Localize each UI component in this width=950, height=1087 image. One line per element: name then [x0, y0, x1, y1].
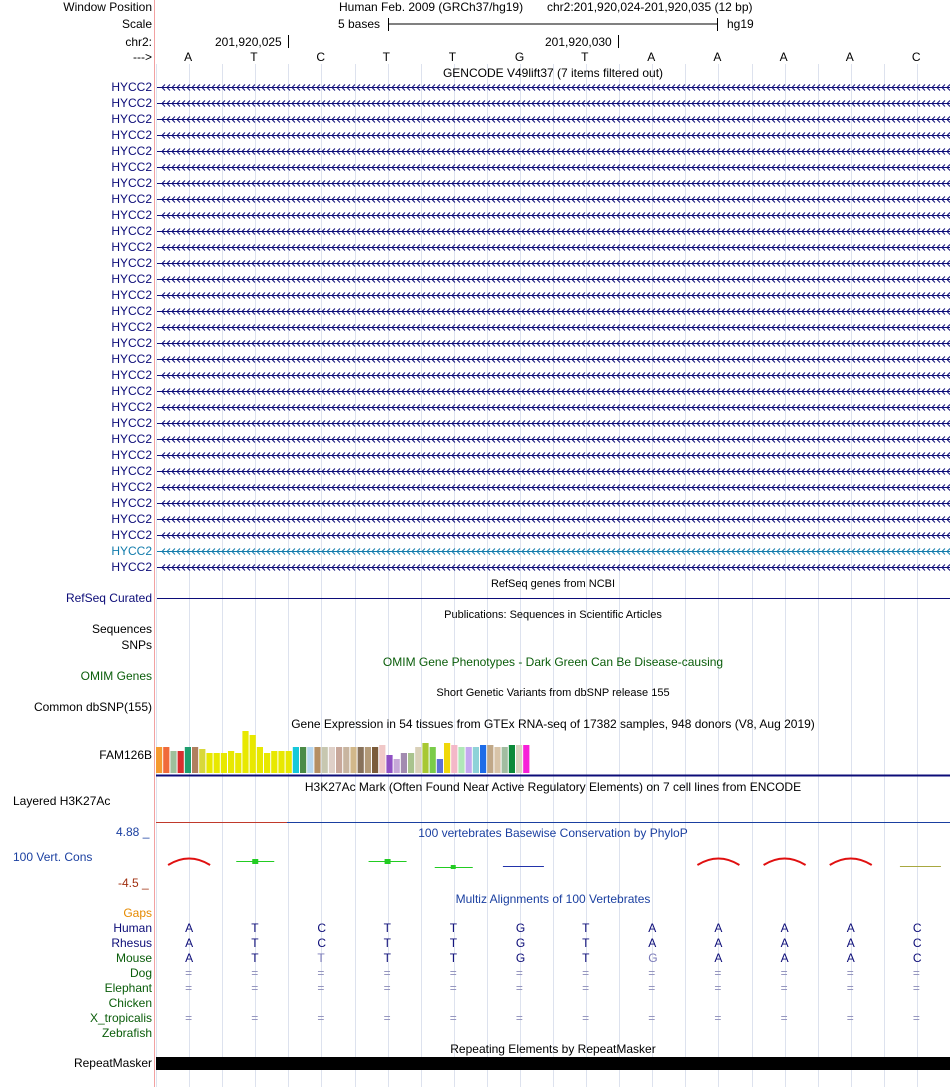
gtex-bar — [192, 747, 198, 773]
multiz-base: T — [317, 951, 325, 965]
gtex-bar — [314, 747, 320, 773]
multiz-base: = — [846, 966, 854, 980]
gtex-bar — [458, 747, 464, 773]
phylop-mark — [252, 859, 258, 864]
multiz-base: A — [714, 951, 723, 965]
gtex-bar — [228, 751, 234, 773]
multiz-base: G — [648, 951, 658, 965]
gtex-bar — [178, 751, 184, 773]
dbsnp-track-title[interactable]: Short Genetic Variants from dbSNP release 155 — [436, 687, 670, 699]
scale-label: Scale — [121, 17, 152, 31]
multiz-base: = — [912, 981, 920, 995]
region-text[interactable]: chr2:201,920,024-201,920,035 (12 bp) — [547, 0, 753, 14]
multiz-base: G — [515, 951, 526, 965]
multiz-base: = — [317, 1011, 325, 1025]
gtex-bar — [523, 745, 529, 773]
multiz-base: T — [449, 936, 458, 950]
gtex-bar — [286, 751, 292, 773]
position-tick-2: 201,920,030 — [545, 35, 612, 49]
multiz-base: T — [582, 921, 590, 935]
multiz-base: = — [515, 981, 523, 995]
sequence-base: T — [581, 50, 589, 64]
phylop-mark — [764, 859, 806, 866]
multiz-base: A — [185, 936, 194, 950]
gtex-bar — [264, 753, 270, 773]
multiz-base: C — [317, 921, 327, 935]
gencode-gene-label[interactable]: HYCC2 — [111, 336, 152, 350]
gtex-bar — [509, 745, 515, 773]
multiz-species-label[interactable]: Dog — [129, 966, 152, 980]
multiz-base: = — [383, 1011, 391, 1025]
multiz-species-label[interactable]: Chicken — [108, 996, 152, 1010]
gencode-gene-label[interactable]: HYCC2 — [111, 448, 152, 462]
multiz-base: A — [185, 921, 194, 935]
repeatmasker-label[interactable]: RepeatMasker — [73, 1056, 152, 1070]
multiz-base: = — [846, 1011, 854, 1025]
gencode-gene-label[interactable]: HYCC2 — [111, 304, 152, 318]
sequence-base: A — [713, 50, 722, 64]
multiz-base: C — [912, 951, 922, 965]
assembly-text: Human Feb. 2009 (GRCh37/hg19) — [339, 0, 524, 14]
gtex-bar — [235, 753, 241, 773]
gtex-bar — [401, 753, 407, 773]
multiz-species-label[interactable]: X_tropicalis — [89, 1011, 152, 1025]
phylop-max-label: 4.88 _ — [116, 825, 150, 839]
multiz-base: = — [317, 981, 325, 995]
multiz-base: A — [846, 936, 855, 950]
multiz-gaps-label[interactable]: Gaps — [123, 906, 152, 920]
gencode-gene-label[interactable]: HYCC2 — [111, 80, 152, 94]
repeatmasker-bar — [156, 1057, 950, 1070]
gtex-bar — [214, 753, 220, 773]
gtex-bar — [293, 747, 299, 773]
sequence-base: A — [647, 50, 656, 64]
multiz-base: A — [648, 921, 657, 935]
multiz-base: = — [648, 966, 656, 980]
multiz-base: = — [648, 981, 656, 995]
multiz-base: A — [648, 936, 657, 950]
gencode-gene-label[interactable]: HYCC2 — [111, 320, 152, 334]
multiz-base: T — [582, 951, 590, 965]
multiz-base: T — [383, 951, 391, 965]
publications-snps-label[interactable]: SNPs — [121, 638, 152, 652]
multiz-base: = — [251, 966, 259, 980]
publications-sequences-label[interactable]: Sequences — [91, 622, 152, 636]
gtex-bar — [278, 751, 284, 773]
gencode-gene-label[interactable]: HYCC2 — [111, 496, 152, 510]
gtex-bar — [473, 747, 479, 773]
omim-track-title[interactable]: OMIM Gene Phenotypes - Dark Green Can Be Disease-causing — [382, 655, 724, 669]
multiz-base: = — [714, 966, 722, 980]
sequence-base: C — [316, 50, 326, 64]
multiz-base: A — [714, 921, 723, 935]
sequence-base: A — [184, 50, 193, 64]
gtex-bar — [379, 745, 385, 773]
gencode-gene-label[interactable]: HYCC2 — [111, 192, 152, 206]
gtex-bar — [386, 755, 392, 773]
phylop-label[interactable]: 100 Vert. Cons — [13, 850, 93, 864]
phylop-track-title[interactable]: 100 vertebrates Basewise Conservation by PhyloP — [418, 826, 688, 840]
multiz-species-label[interactable]: Rhesus — [111, 936, 152, 950]
gencode-gene-label[interactable]: HYCC2 — [111, 256, 152, 270]
multiz-track-title[interactable]: Multiz Alignments of 100 Vertebrates — [455, 892, 651, 906]
sequence-base: T — [250, 50, 258, 64]
gtex-bar — [408, 753, 414, 773]
multiz-base: T — [582, 936, 590, 950]
gtex-bar — [307, 747, 313, 773]
multiz-base: = — [515, 966, 523, 980]
sequence-base: T — [382, 50, 390, 64]
multiz-base: = — [846, 981, 854, 995]
gtex-bar — [199, 749, 205, 773]
multiz-base: = — [912, 1011, 920, 1025]
multiz-base: A — [185, 951, 194, 965]
repeatmasker-track-title[interactable]: Repeating Elements by RepeatMasker — [450, 1042, 656, 1056]
gtex-bar — [185, 747, 191, 773]
gencode-gene-label[interactable]: HYCC2 — [111, 224, 152, 238]
strand-label: ---> — [133, 50, 152, 64]
gencode-gene-label[interactable]: HYCC2 — [111, 560, 152, 574]
gtex-label[interactable]: FAM126B — [99, 748, 152, 762]
multiz-base: = — [582, 981, 590, 995]
multiz-base: G — [515, 936, 526, 950]
gtex-bar — [343, 747, 349, 773]
sequence-base: C — [911, 50, 921, 64]
db-text: hg19 — [727, 17, 754, 31]
gencode-gene-label[interactable]: HYCC2 — [111, 480, 152, 494]
gencode-gene-label[interactable]: HYCC2 — [111, 528, 152, 542]
gtex-bar — [437, 759, 443, 773]
gencode-track-title[interactable]: GENCODE V49lift37 (7 items filtered out) — [442, 66, 664, 80]
gtex-bar — [372, 747, 378, 773]
refseq-label[interactable]: RefSeq Curated — [65, 591, 152, 605]
multiz-base: = — [185, 1011, 193, 1025]
sequence-base: T — [448, 50, 457, 64]
gtex-bar — [336, 747, 342, 773]
gtex-bar — [502, 747, 508, 773]
gtex-bar — [415, 747, 421, 773]
gencode-gene-label[interactable]: HYCC2 — [111, 432, 152, 446]
multiz-base: A — [780, 936, 789, 950]
gtex-bar — [257, 747, 263, 773]
phylop-min-label: -4.5 _ — [118, 876, 149, 890]
publications-track-title[interactable]: Publications: Sequences in Scientific Articles — [444, 609, 662, 621]
gtex-bar — [329, 747, 335, 773]
omim-label[interactable]: OMIM Genes — [80, 669, 152, 683]
gtex-bar — [487, 745, 493, 773]
gencode-gene-label[interactable]: HYCC2 — [111, 240, 152, 254]
gtex-bar — [250, 735, 256, 773]
multiz-base: = — [714, 1011, 722, 1025]
multiz-species-label[interactable]: Zebrafish — [101, 1026, 152, 1040]
scale-text: 5 bases — [338, 17, 381, 31]
gencode-gene-label[interactable]: HYCC2 — [111, 96, 152, 110]
gencode-gene-label[interactable]: HYCC2 — [111, 208, 152, 222]
gtex-bar — [516, 745, 522, 773]
position-tick-1: 201,920,025 — [215, 35, 282, 49]
dbsnp-label[interactable]: Common dbSNP(155) — [33, 700, 152, 714]
multiz-base: A — [846, 951, 855, 965]
multiz-base: = — [449, 981, 457, 995]
multiz-base: C — [317, 936, 327, 950]
multiz-base: = — [582, 966, 590, 980]
phylop-mark — [385, 859, 391, 864]
gencode-gene-label[interactable]: HYCC2 — [111, 352, 152, 366]
h3k27ac-label[interactable]: Layered H3K27Ac — [13, 794, 111, 808]
gencode-gene-label[interactable]: HYCC2 — [111, 112, 152, 126]
gtex-bar — [394, 759, 400, 773]
gencode-gene-label[interactable]: HYCC2 — [111, 384, 152, 398]
gencode-gene-label[interactable]: HYCC2 — [111, 544, 152, 558]
multiz-species-label[interactable]: Elephant — [104, 981, 152, 995]
gencode-gene-label[interactable]: HYCC2 — [111, 128, 152, 142]
phylop-mark — [830, 859, 872, 866]
multiz-base: = — [383, 966, 391, 980]
gtex-bar — [242, 731, 248, 773]
multiz-species-label[interactable]: Mouse — [115, 951, 152, 965]
gtex-bar — [300, 747, 306, 773]
multiz-base: = — [317, 966, 325, 980]
multiz-base: = — [383, 981, 391, 995]
gtex-bar — [466, 747, 472, 773]
gencode-gene-label[interactable]: HYCC2 — [111, 416, 152, 430]
multiz-base: C — [912, 936, 922, 950]
gtex-bar — [322, 747, 328, 773]
sequence-base: A — [845, 50, 854, 64]
multiz-base: T — [251, 936, 259, 950]
gencode-gene-label[interactable]: HYCC2 — [111, 176, 152, 190]
sequence-base: G — [514, 50, 525, 64]
multiz-species-label[interactable]: Human — [113, 921, 152, 935]
gtex-bar — [430, 747, 436, 773]
multiz-base: = — [251, 981, 259, 995]
gencode-gene-label[interactable]: HYCC2 — [111, 144, 152, 158]
multiz-base: = — [449, 966, 457, 980]
multiz-base: = — [912, 966, 920, 980]
gtex-bar — [156, 747, 162, 773]
gtex-bar — [271, 751, 277, 773]
gtex-bar — [170, 751, 176, 773]
gtex-bar — [422, 743, 428, 773]
gencode-gene-label[interactable]: HYCC2 — [111, 400, 152, 414]
gencode-gene-label[interactable]: HYCC2 — [111, 160, 152, 174]
multiz-base: T — [383, 936, 391, 950]
h3k27ac-track-title[interactable]: H3K27Ac Mark (Often Found Near Active Regulatory Elements) on 7 cell lines from ENCODE — [304, 780, 802, 794]
gtex-bar — [206, 753, 212, 773]
gtex-bar — [163, 747, 169, 773]
multiz-base: = — [515, 1011, 523, 1025]
multiz-base: = — [780, 966, 788, 980]
refseq-track-title[interactable]: RefSeq genes from NCBI — [490, 578, 616, 590]
window-position-label: Window Position — [63, 0, 152, 14]
gencode-gene-label[interactable]: HYCC2 — [111, 464, 152, 478]
multiz-base: = — [582, 1011, 590, 1025]
gtex-bar — [480, 745, 486, 773]
multiz-base: T — [449, 951, 458, 965]
gencode-gene-label[interactable]: HYCC2 — [111, 368, 152, 382]
multiz-base: C — [912, 921, 922, 935]
multiz-base: T — [449, 921, 458, 935]
multiz-base: A — [780, 951, 789, 965]
multiz-base: T — [383, 921, 391, 935]
multiz-base: = — [251, 1011, 259, 1025]
chr-label: chr2: — [125, 35, 152, 49]
gtex-bar — [350, 747, 356, 773]
gtex-bar — [365, 747, 371, 773]
phylop-mark — [451, 865, 456, 869]
multiz-base: = — [449, 1011, 457, 1025]
gtex-track-title[interactable]: Gene Expression in 54 tissues from GTEx RNA-seq of 17382 samples, 948 donors (V8, Aug 2019) — [291, 717, 815, 731]
multiz-base: = — [185, 966, 193, 980]
multiz-base: A — [780, 921, 789, 935]
multiz-base: T — [251, 951, 259, 965]
multiz-base: = — [185, 981, 193, 995]
multiz-base: = — [714, 981, 722, 995]
multiz-base: = — [780, 1011, 788, 1025]
gtex-bar — [221, 753, 227, 773]
gencode-gene-label[interactable]: HYCC2 — [111, 272, 152, 286]
multiz-base: A — [714, 936, 723, 950]
gencode-gene-label[interactable]: HYCC2 — [111, 512, 152, 526]
gtex-bar — [451, 745, 457, 773]
sequence-base: A — [779, 50, 788, 64]
multiz-base: G — [515, 921, 526, 935]
multiz-base: A — [846, 921, 855, 935]
gtex-bar — [358, 747, 364, 773]
multiz-base: = — [648, 1011, 656, 1025]
multiz-base: = — [780, 981, 788, 995]
multiz-base: T — [251, 921, 259, 935]
gtex-bar — [494, 747, 500, 773]
gencode-gene-label[interactable]: HYCC2 — [111, 288, 152, 302]
gtex-bar — [444, 743, 450, 773]
